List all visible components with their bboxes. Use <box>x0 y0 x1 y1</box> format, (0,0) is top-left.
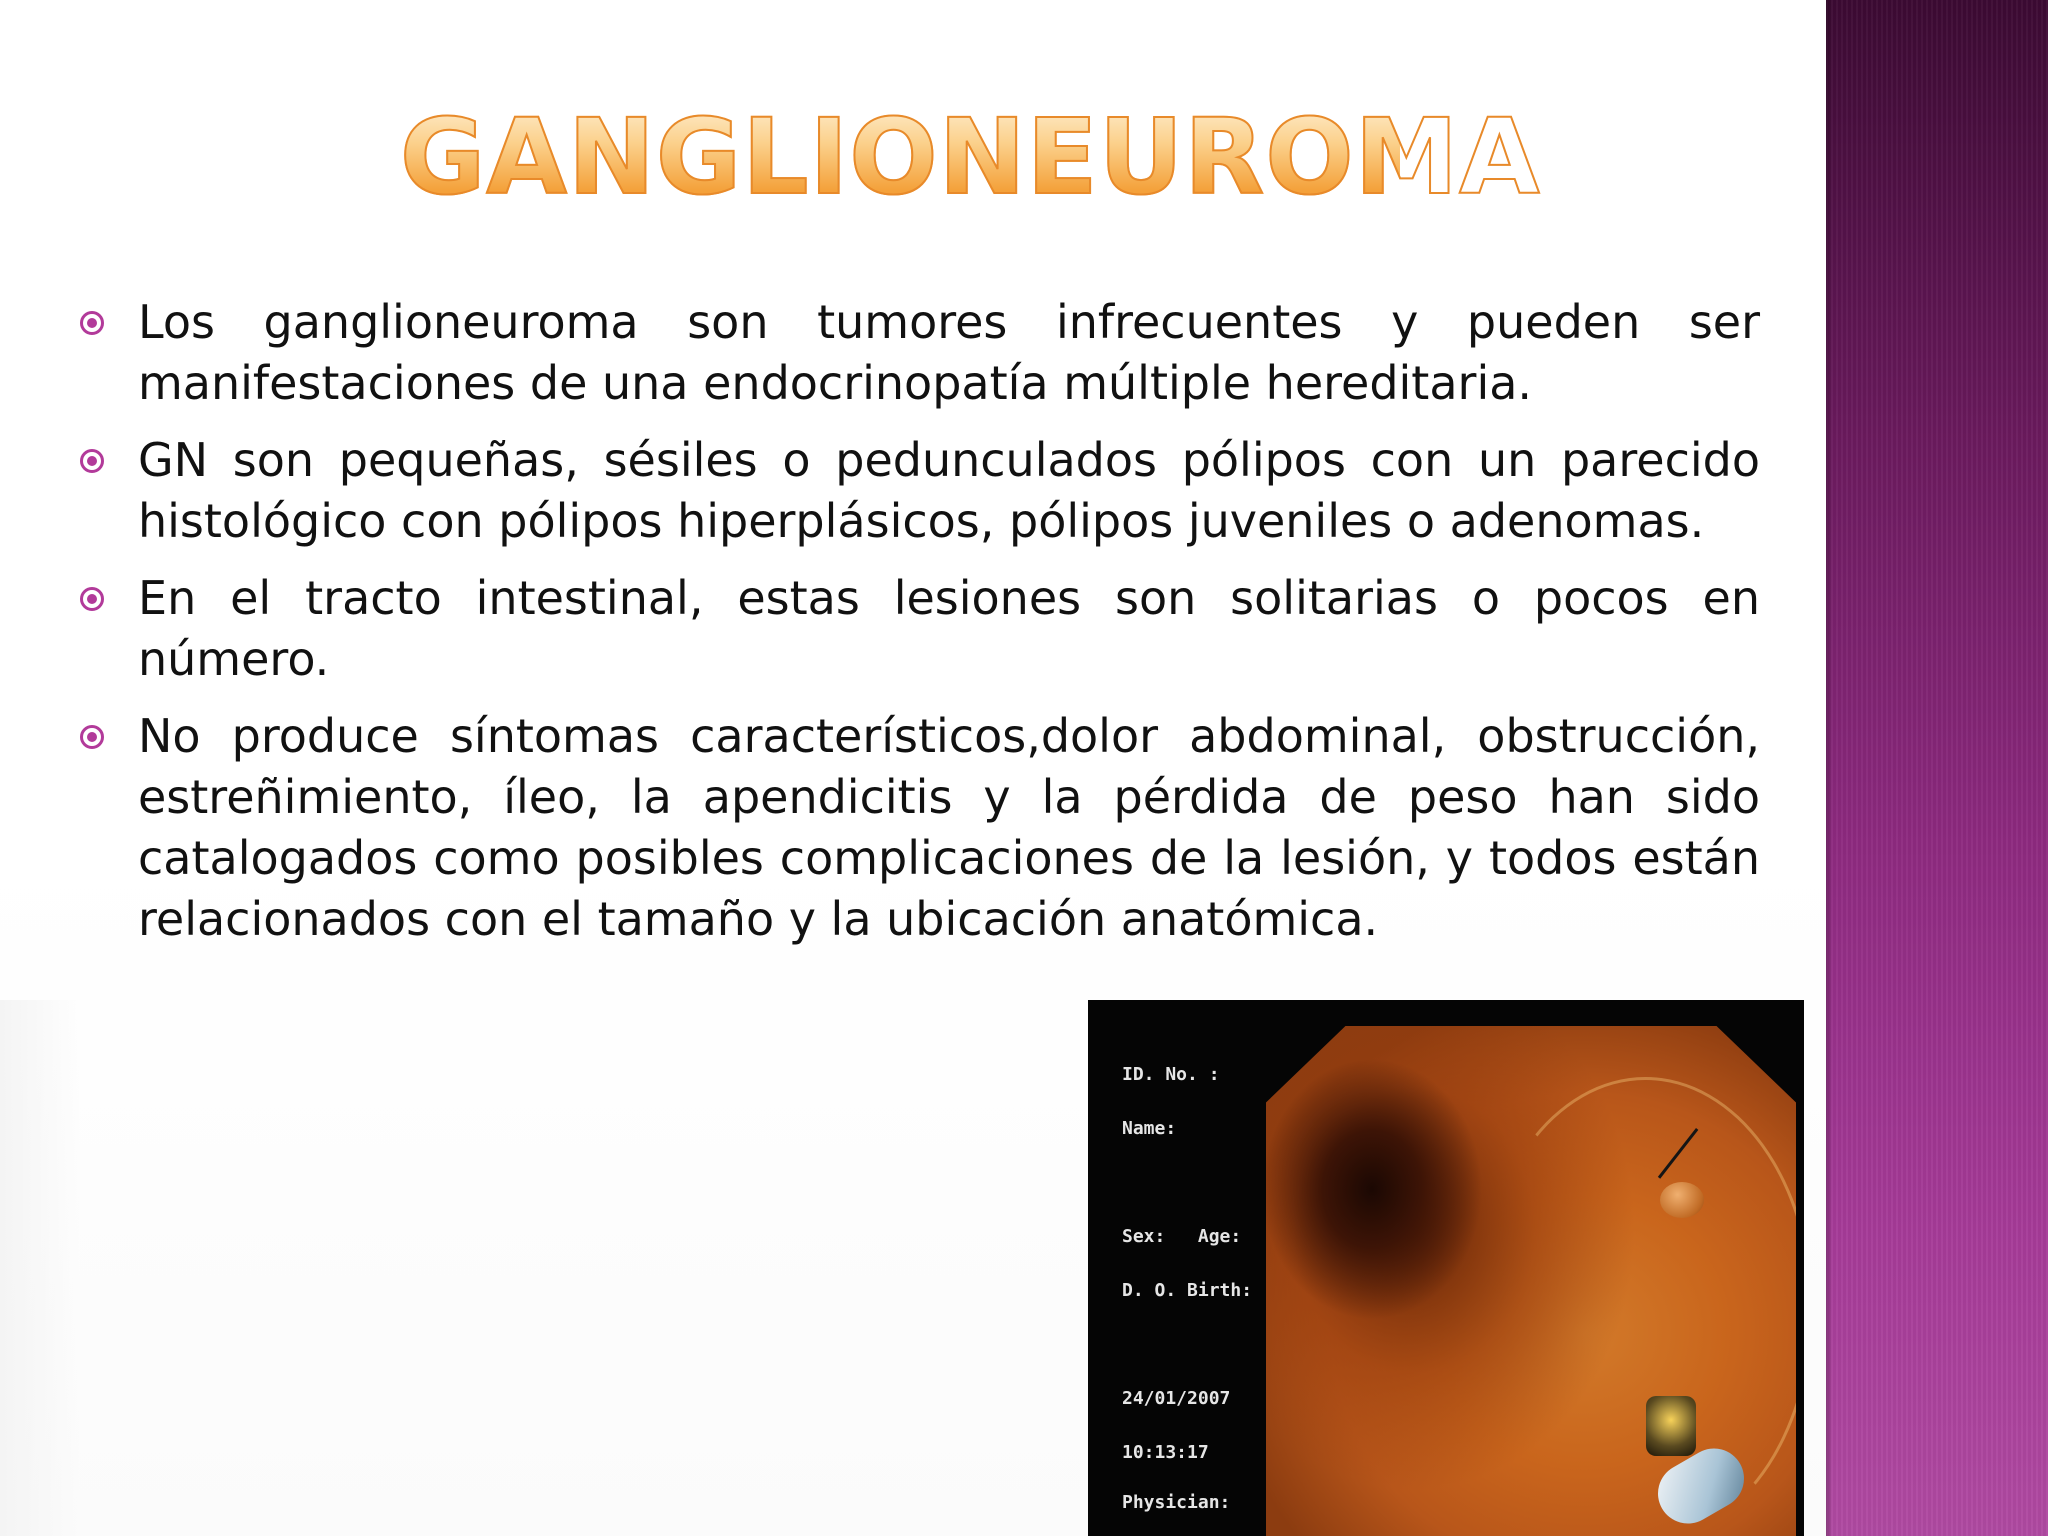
bullet-text: En el tracto intestinal, estas lesiones son solitarias o pocos en número. <box>138 571 1760 686</box>
bullet-text: Los ganglioneuroma son tumores infrecuentes y pueden ser manifestaciones de una endocrinopatía múltiple hereditaria. <box>138 295 1760 410</box>
bullet-circle-icon <box>80 449 104 473</box>
slide-shadow <box>0 1000 80 1536</box>
bullet-item-4 <box>78 706 1760 950</box>
bullet-item-1 <box>78 292 1760 414</box>
slide-title: GANGLIONEUROMA <box>400 92 1400 222</box>
instrument-tip <box>1646 1396 1696 1456</box>
bullet-item-3 <box>78 568 1760 690</box>
info-birth: D. O. Birth: <box>1122 1280 1253 1301</box>
polyp-lesion <box>1660 1182 1704 1218</box>
bullet-item-2 <box>78 430 1760 552</box>
bullet-text: No produce síntomas característicos,dolor abdominal, obstrucción, estreñimiento, íleo, la apendicitis y la pérdida de peso han sido catalogados como posibles complicaciones de la lesión, y todos están relacionados con el tamaño y la ubicación anatómica. <box>138 709 1760 946</box>
endoscopy-view <box>1266 1026 1796 1536</box>
bullet-circle-icon <box>80 311 104 335</box>
endoscopy-image <box>1088 1000 1804 1536</box>
info-name: Name: <box>1122 1118 1177 1139</box>
info-date: 24/01/2007 <box>1122 1388 1231 1409</box>
bullet-list <box>78 292 1760 966</box>
endoscopy-footer <box>1122 1458 1230 1536</box>
arrow-pointer-icon <box>1658 1128 1699 1179</box>
bullet-circle-icon <box>80 587 104 611</box>
info-id: ID. No. : <box>1122 1064 1220 1085</box>
purple-side-band <box>1826 0 2048 1536</box>
bullet-text: GN son pequeñas, sésiles o pedunculados pólipos con un parecido histológico con pólipos hiperplásicos, pólipos juveniles o adenomas. <box>138 433 1760 548</box>
info-sex-age: Sex: Age: <box>1122 1226 1242 1247</box>
info-physician: Physician: <box>1122 1492 1231 1513</box>
bullet-circle-icon <box>80 725 104 749</box>
info-time: 10:13:17 <box>1122 1442 1209 1463</box>
